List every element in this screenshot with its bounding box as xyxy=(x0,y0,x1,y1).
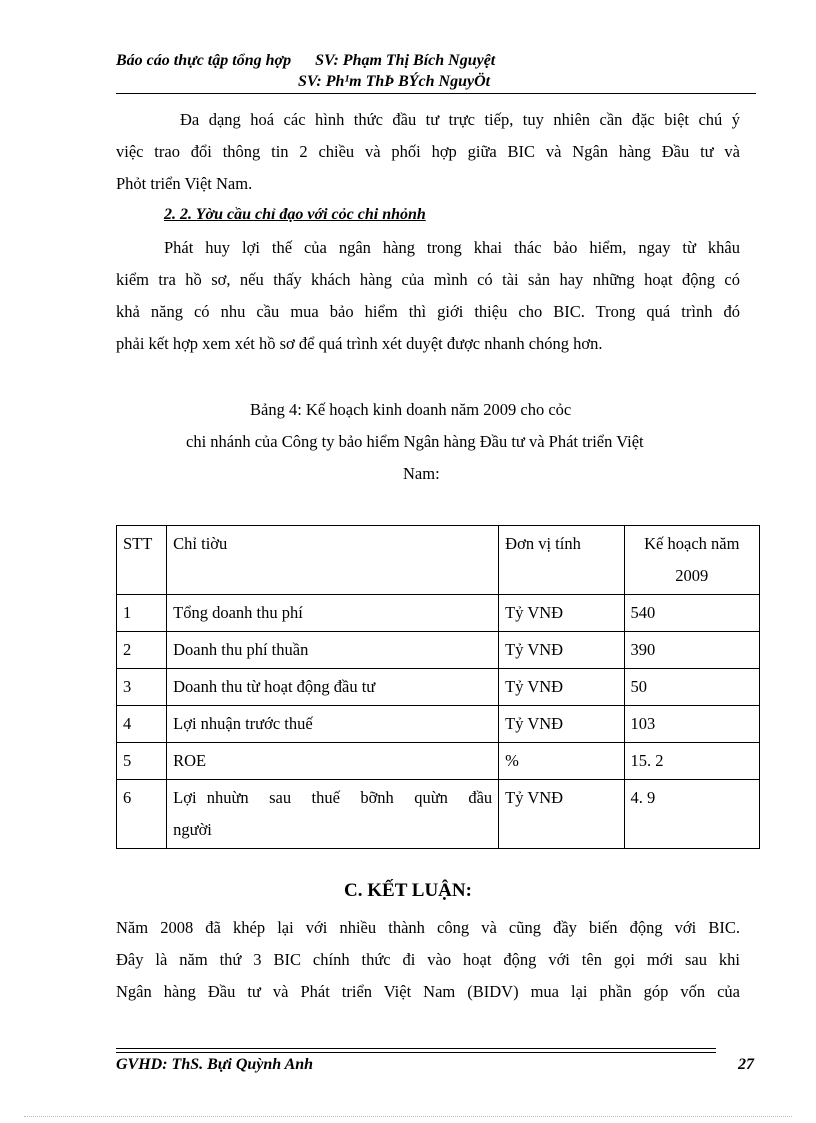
row-stt: 1 xyxy=(117,595,167,632)
row-indicator xyxy=(167,780,499,849)
header-unit: Đơn vị tính xyxy=(499,526,624,595)
row-unit: % xyxy=(499,743,624,780)
row-stt: 6 xyxy=(117,780,167,849)
header-report-title: Báo cáo thực tập tổng hợp SV: Phạm Thị Bích Nguyệt xyxy=(116,52,496,69)
row-unit: Tỷ VNĐ xyxy=(499,780,624,849)
header-plan-line-2: 2009 xyxy=(675,566,709,585)
section-heading: 2. 2. Yờu cầu chỉ đạo với cỏc chi nhỏnh xyxy=(164,206,426,223)
intro-line-3: Phỏt triển Việt Nam. xyxy=(116,174,253,193)
row-unit: Tỷ VNĐ xyxy=(499,706,624,743)
section-line-3: khả năng có nhu cầu mua bảo hiểm thì giới thiệu cho BIC. Trong quá trình đó xyxy=(116,302,740,321)
header-indicator: Chỉ tiờu xyxy=(167,526,499,595)
row-stt: 5 xyxy=(117,743,167,780)
table-row xyxy=(117,632,760,669)
conclusion-line-1: Năm 2008 đã khép lại với nhiều thành công và cũng đầy biến động với BIC. xyxy=(116,918,740,937)
row-indicator: Doanh thu từ hoạt động đầu tư xyxy=(167,669,499,706)
row-indicator: Tổng doanh thu phí xyxy=(167,595,499,632)
page-edge-dots xyxy=(24,1116,792,1117)
section-line-2: kiểm tra hồ sơ, nếu thấy khách hàng của mình có tài sản hay những hoạt động có xyxy=(116,270,740,289)
row-plan-value: 50 xyxy=(624,669,759,706)
intro-line-1: Đa dạng hoá các hình thức đầu tư trực tiếp, tuy nhiên cần đặc biệt chú ý xyxy=(180,110,740,129)
row-plan-value: 540 xyxy=(624,595,759,632)
header-student-name-encoded: SV: Ph¹m ThÞ BÝch NguyÖt xyxy=(298,73,491,90)
table-caption-line-3: Nam: xyxy=(403,464,440,483)
row-plan-value: 390 xyxy=(624,632,759,669)
section-line-1: Phát huy lợi thế của ngân hàng trong khai thác bảo hiểm, ngay từ khâu xyxy=(164,238,740,257)
row-plan-value: 4. 9 xyxy=(624,780,759,849)
row-unit: Tỷ VNĐ xyxy=(499,632,624,669)
conclusion-line-2: Đây là năm thứ 3 BIC chính thức đi vào hoạt động với tên gọi mới sau khi xyxy=(116,950,740,969)
row-indicator: ROE xyxy=(167,743,499,780)
row-indicator: Doanh thu phí thuần xyxy=(167,632,499,669)
header-plan xyxy=(624,526,759,595)
row-unit: Tỷ VNĐ xyxy=(499,595,624,632)
intro-line-2: việc trao đổi thông tin 2 chiều và phối hợp giữa BIC và Ngân hàng Đầu tư và xyxy=(116,142,740,161)
table-row xyxy=(117,595,760,632)
header-plan-line-1: Kế hoạch năm xyxy=(644,534,740,553)
table-row xyxy=(117,780,760,849)
table-row xyxy=(117,669,760,706)
footer-divider-top xyxy=(116,1048,716,1049)
row-stt: 4 xyxy=(117,706,167,743)
table-header-row xyxy=(117,526,760,595)
page-number: 27 xyxy=(738,1056,754,1073)
footer-advisor: GVHD: ThS. Bựi Quỳnh Anh xyxy=(116,1056,314,1073)
business-plan-table xyxy=(116,525,760,849)
row-indicator: Lợi nhuận trước thuế xyxy=(167,706,499,743)
row-indicator-line-2: người xyxy=(173,820,212,839)
table-caption-line-2: chi nhánh của Công ty bảo hiểm Ngân hàng Đầu tư và Phát triển Việt xyxy=(186,432,644,451)
table-caption-line-1: Bảng 4: Kế hoạch kinh doanh năm 2009 cho cỏc xyxy=(250,400,572,419)
conclusion-line-3: Ngân hàng Đầu tư và Phát triển Việt Nam (BIDV) mua lại phần góp vốn của xyxy=(116,982,740,1001)
table-row xyxy=(117,706,760,743)
row-stt: 3 xyxy=(117,669,167,706)
row-plan-value: 103 xyxy=(624,706,759,743)
table-row xyxy=(117,743,760,780)
row-stt: 2 xyxy=(117,632,167,669)
row-indicator-line-1: Lợi nhuừn sau thuế bỡnh quừn đầu xyxy=(173,788,493,807)
row-plan-value: 15. 2 xyxy=(624,743,759,780)
footer-divider-bottom xyxy=(116,1052,716,1053)
conclusion-heading: C. KẾT LUẬN: xyxy=(344,880,472,901)
section-line-4: phải kết hợp xem xét hồ sơ để quá trình xét duyệt được nhanh chóng hơn. xyxy=(116,334,603,353)
header-stt: STT xyxy=(117,526,167,595)
row-unit: Tỷ VNĐ xyxy=(499,669,624,706)
header-divider xyxy=(116,93,756,94)
